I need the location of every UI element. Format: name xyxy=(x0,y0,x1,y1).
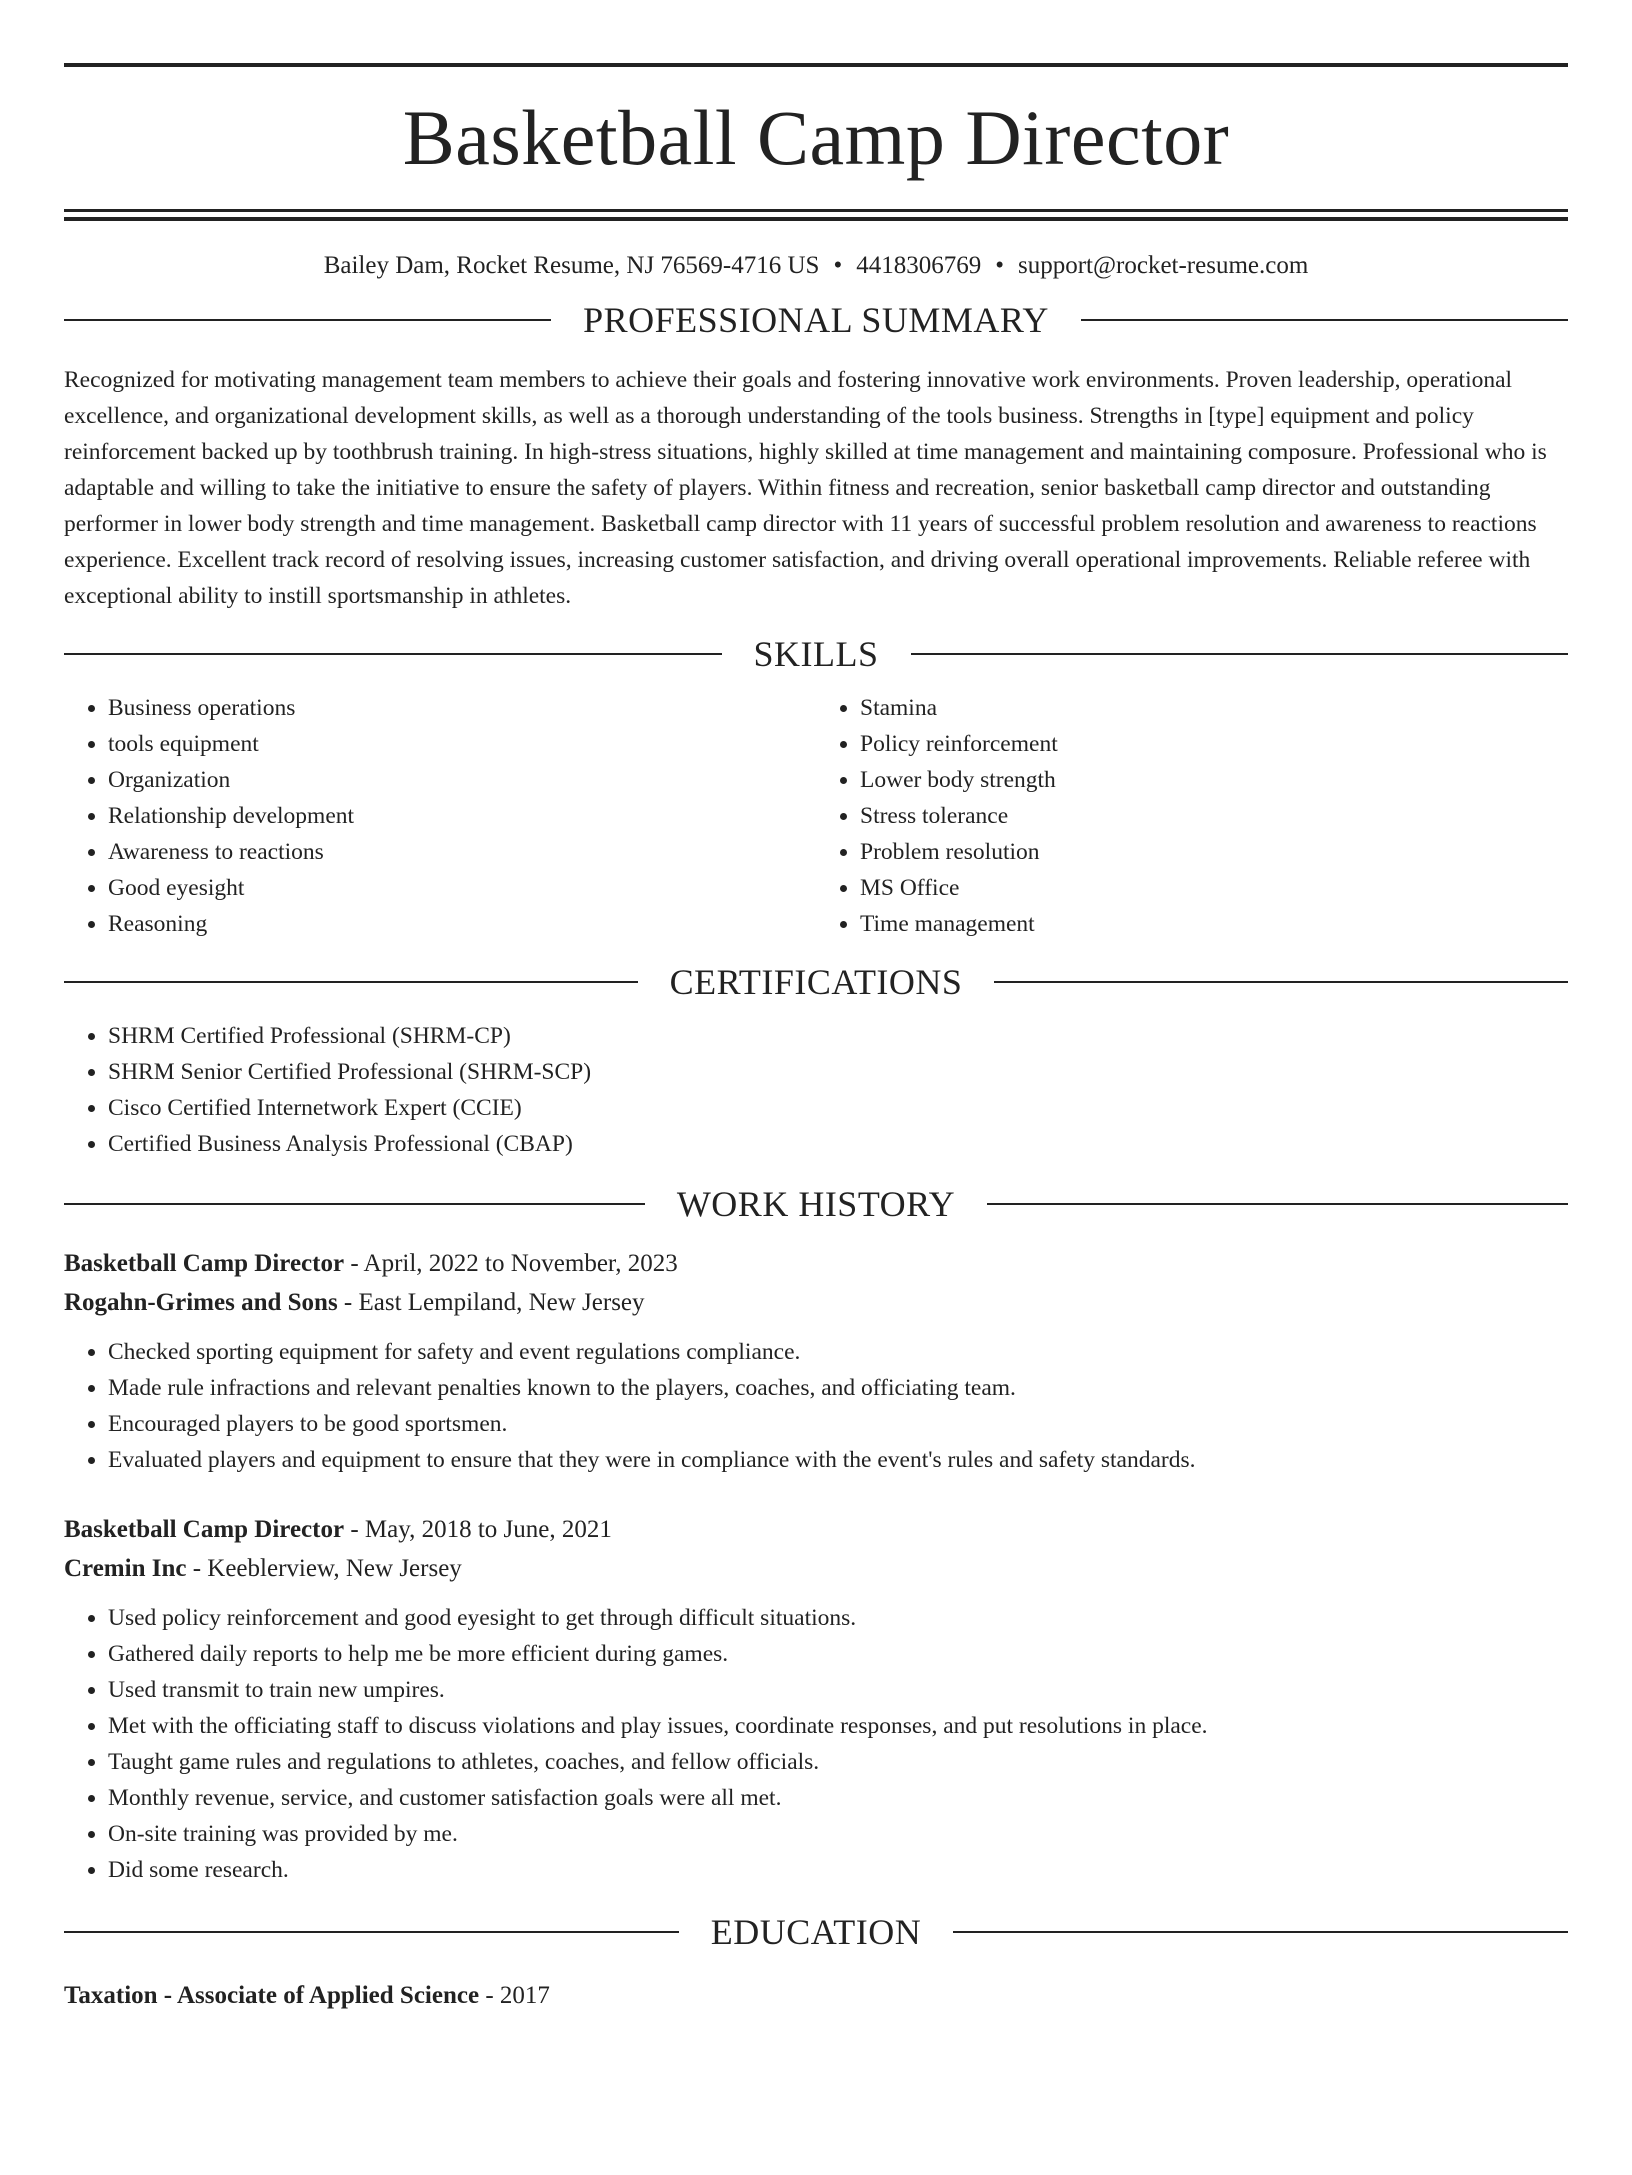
certification-item: • SHRM Certified Professional (SHRM-CP) xyxy=(108,1018,1568,1054)
education-entry xyxy=(64,1976,1568,2015)
section-header-education xyxy=(64,1914,1568,1950)
job-title: Basketball Camp Director xyxy=(64,1250,345,1277)
job-bullet: • Checked sporting equipment for safety and event regulations compliance. xyxy=(108,1334,1568,1370)
skill-item: • Business operations xyxy=(108,690,816,726)
section-header-summary xyxy=(64,302,1568,338)
job-bullet: • On-site training was provided by me. xyxy=(108,1816,1568,1852)
section-rule xyxy=(64,319,551,321)
resume-title: Basketball Camp Director xyxy=(402,94,1230,181)
title-double-rule xyxy=(64,209,1568,221)
certification-item: • Cisco Certified Internetwork Expert (CCIE) xyxy=(108,1090,1568,1126)
section-title-skills: SKILLS xyxy=(753,634,879,674)
section-rule xyxy=(64,1931,679,1933)
contact-phone[interactable]: 4418306769 xyxy=(856,252,982,279)
section-rule xyxy=(64,653,722,655)
contact-separator: • xyxy=(833,252,843,279)
section-rule xyxy=(911,653,1569,655)
job-location: - Keeblerview, New Jersey xyxy=(186,1555,462,1582)
section-rule xyxy=(1081,319,1568,321)
job-bullet: • Met with the officiating staff to discuss violations and play issues, coordinate responses, and put resolutions in place. xyxy=(108,1708,1568,1744)
job-company: Cremin Inc xyxy=(64,1555,187,1582)
skills-column-right xyxy=(816,690,1568,942)
contact-email[interactable]: support@rocket-resume.com xyxy=(1018,252,1309,279)
section-title-certifications: CERTIFICATIONS xyxy=(669,962,963,1002)
education-year: - 2017 xyxy=(479,1982,550,2009)
job-title-line xyxy=(64,1510,1568,1549)
contact-line xyxy=(64,253,1568,278)
job-bullet: • Made rule infractions and relevant penalties known to the players, coaches, and officiating team. xyxy=(108,1370,1568,1406)
skills-list xyxy=(64,690,1568,942)
job-dates: - April, 2022 to November, 2023 xyxy=(344,1250,678,1277)
skill-item: • Lower body strength xyxy=(860,762,1568,798)
skill-item: • Time management xyxy=(860,906,1568,942)
job-bullets xyxy=(64,1334,1568,1478)
job-location: - East Lempiland, New Jersey xyxy=(337,1289,645,1316)
skill-item: • Reasoning xyxy=(108,906,816,942)
summary-text: Recognized for motivating management team members to achieve their goals and fostering innovative work environments. Proven leadership, operational excellence, and organizational development skills, as well as a thorough understanding of the tools business. Strengths in [type] equipment and policy reinforcement backed up by toothbrush training. In high-stress situations, highly skilled at time management and maintaining composure. Professional who is adaptable and willing to take the initiative to ensure the safety of players. Within fitness and recreation, senior basketball camp director and outstanding performer in lower body strength and time management. Basketball camp director with 11 years of successful problem resolution and awareness to reactions experience. Excellent track record of resolving issues, increasing customer satisfaction, and driving overall operational improvements. Reliable referee with exceptional ability to instill sportsmanship in athletes. xyxy=(64,367,1547,609)
job-bullet: • Did some research. xyxy=(108,1852,1568,1888)
skill-item: • Awareness to reactions xyxy=(108,834,816,870)
contact-separator: • xyxy=(995,252,1004,279)
skill-item: • Stamina xyxy=(860,690,1568,726)
section-title-work-history: WORK HISTORY xyxy=(676,1184,956,1224)
skill-item: • tools equipment xyxy=(108,726,816,762)
section-rule xyxy=(953,1931,1568,1933)
job-dates: - May, 2018 to June, 2021 xyxy=(344,1516,612,1543)
job-bullets xyxy=(64,1600,1568,1888)
job-bullet: • Monthly revenue, service, and customer satisfaction goals were all met. xyxy=(108,1780,1568,1816)
certifications-list xyxy=(64,1018,1568,1162)
job-bullet: • Used transmit to train new umpires. xyxy=(108,1672,1568,1708)
job-title: Basketball Camp Director xyxy=(64,1516,345,1543)
section-title-summary: PROFESSIONAL SUMMARY xyxy=(583,300,1049,340)
job-bullet: • Taught game rules and regulations to athletes, coaches, and fellow officials. xyxy=(108,1744,1568,1780)
skill-item: • MS Office xyxy=(860,870,1568,906)
job-bullet: • Used policy reinforcement and good eyesight to get through difficult situations. xyxy=(108,1600,1568,1636)
job-bullet: • Encouraged players to be good sportsmen. xyxy=(108,1406,1568,1442)
job-entry xyxy=(64,1244,1568,1478)
section-rule xyxy=(64,1203,645,1205)
skill-item: • Stress tolerance xyxy=(860,798,1568,834)
section-rule xyxy=(64,981,638,983)
skill-item: • Organization xyxy=(108,762,816,798)
skill-item: • Good eyesight xyxy=(108,870,816,906)
job-entry xyxy=(64,1510,1568,1888)
certification-item: • SHRM Senior Certified Professional (SHRM-SCP) xyxy=(108,1054,1568,1090)
resume-page xyxy=(0,63,1632,2175)
contact-address: Bailey Dam, Rocket Resume, NJ 76569-4716 US xyxy=(323,252,820,279)
job-company: Rogahn-Grimes and Sons xyxy=(64,1289,338,1316)
skills-column-left xyxy=(64,690,816,942)
job-bullet: • Gathered daily reports to help me be more efficient during games. xyxy=(108,1636,1568,1672)
certification-item: • Certified Business Analysis Professional (CBAP) xyxy=(108,1126,1568,1162)
top-rule xyxy=(64,63,1568,67)
section-header-work-history xyxy=(64,1186,1568,1222)
job-bullet: • Evaluated players and equipment to ensure that they were in compliance with the event's rules and safety standards. xyxy=(108,1442,1568,1478)
skill-item: • Problem resolution xyxy=(860,834,1568,870)
section-header-skills xyxy=(64,636,1568,672)
section-rule xyxy=(994,981,1568,983)
job-title-line xyxy=(64,1244,1568,1283)
job-company-line xyxy=(64,1549,1568,1588)
job-company-line xyxy=(64,1283,1568,1322)
section-header-certifications xyxy=(64,964,1568,1000)
section-title-education: EDUCATION xyxy=(710,1912,922,1952)
education-degree: Taxation - Associate of Applied Science xyxy=(64,1982,480,2009)
skill-item: • Relationship development xyxy=(108,798,816,834)
skill-item: • Policy reinforcement xyxy=(860,726,1568,762)
section-rule xyxy=(987,1203,1568,1205)
